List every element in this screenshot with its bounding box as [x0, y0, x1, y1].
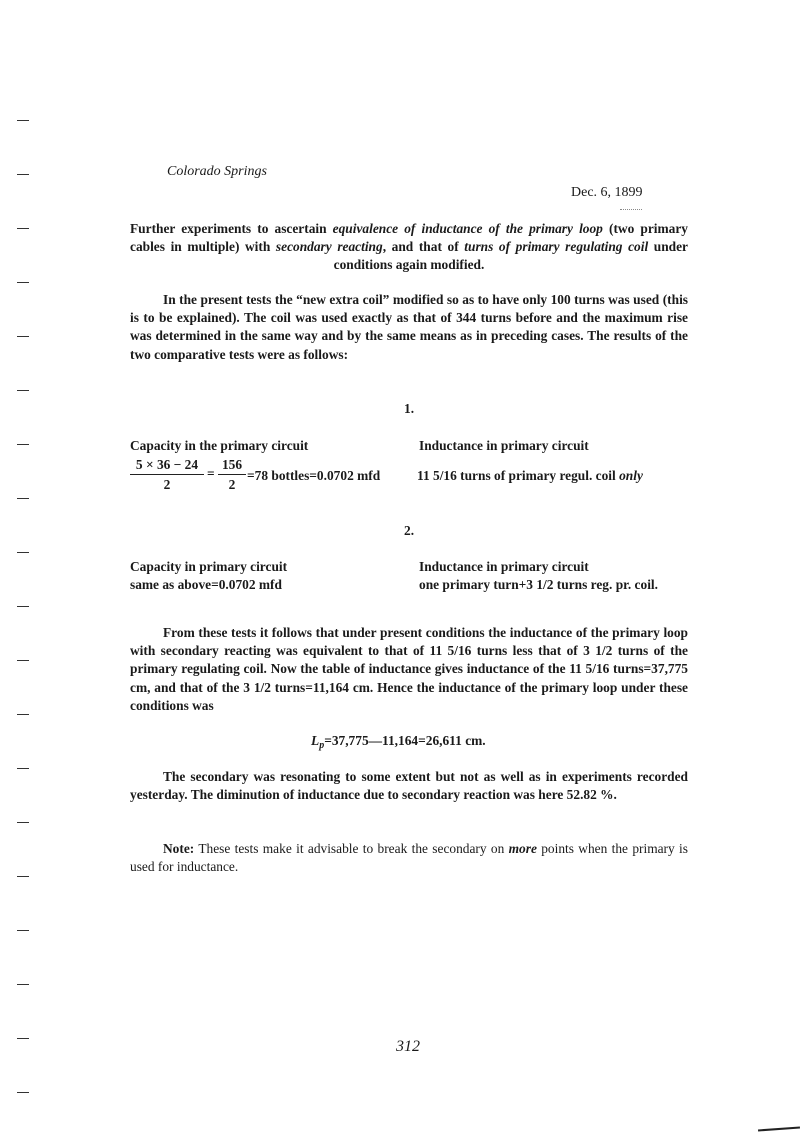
margin-tick: [17, 282, 29, 283]
margin-tick: [17, 174, 29, 175]
paragraph-resonance: The secondary was resonating to some extent but not as well as in experiments recorded yesterday. The diminution of inductance due to secondary reaction was here 52.82 %.: [130, 769, 688, 803]
test-2-number: 2.: [404, 523, 415, 538]
place-heading: Colorado Springs: [167, 164, 267, 179]
paragraph-intro: In the present tests the “new extra coil” modified so as to have only 100 turns was used (this is to be explained). The coil was used exactly as that of 344 turns before and the maximum rise was determined in the same way and by the same means as in preceding cases. The results of the two comparative tests were as follows:: [130, 292, 688, 362]
test-2-capacity-label: Capacity in primary circuit: [130, 559, 288, 574]
entry-title: Further experiments to ascertain equivalence of inductance of the primary loop (two primary cables in multiple) with secondary reacting, and that of turns of primary regulating coil under conditions again modified.: [130, 221, 689, 272]
margin-tick: [17, 930, 29, 931]
margin-tick: [17, 336, 29, 337]
margin-tick: [17, 822, 29, 823]
capacity-fraction-reduced: [218, 457, 246, 493]
fraction-numerator: 5 × 36 − 24: [130, 457, 204, 475]
margin-tick: [17, 1038, 29, 1039]
entry-date: Dec. 6, 1899: [571, 185, 643, 200]
margin-tick: [17, 876, 29, 877]
test-1-capacity-label: Capacity in the primary circuit: [130, 438, 309, 453]
capacity-fraction: [130, 457, 204, 493]
scan-edge-line: [758, 1127, 800, 1132]
test-2-inductance-value: one primary turn+3 1/2 turns reg. pr. coil.: [419, 577, 658, 592]
margin-tick: [17, 120, 29, 121]
test-1-inductance-value: 11 5/16 turns of primary regul. coil only: [417, 468, 643, 483]
test-1-capacity-value: =78 bottles=0.0702 mfd: [247, 468, 381, 483]
margin-tick: [17, 390, 29, 391]
test-1-inductance-label: Inductance in primary circuit: [419, 438, 589, 453]
paragraph-analysis: From these tests it follows that under present conditions the inductance of the primary loop with secondary reacting was equivalent to that of 11 5/16 turns less that of 3 1/2 turns of the primary regulating coil. Now the table of inductance gives inductance of the 11 5/16 turns=37,775 cm, and that of the 3 1/2 turns=11,164 cm. Hence the inductance of the primary loop under these conditions was: [130, 625, 688, 713]
test-1-number: 1.: [404, 401, 415, 416]
note-paragraph: Note: These tests make it advisable to break the secondary on more points when the primary is used for inductance.: [130, 841, 688, 875]
margin-tick: [17, 768, 29, 769]
fraction-denominator: 2: [163, 477, 171, 492]
scan-smudge: [620, 209, 642, 212]
fraction-denominator: 2: [228, 477, 236, 492]
margin-tick: [17, 498, 29, 499]
margin-tick: [17, 228, 29, 229]
margin-tick: [17, 606, 29, 607]
margin-tick: [17, 984, 29, 985]
fraction-numerator: 156: [218, 457, 246, 475]
margin-tick: [17, 714, 29, 715]
margin-tick: [17, 552, 29, 553]
inductance-formula: $L_p=37,775—11,164=26,611$ cm.: [311, 733, 486, 751]
test-2-inductance-label: Inductance in primary circuit: [419, 559, 589, 574]
page-number: 312: [396, 1038, 420, 1055]
fraction-equals: =: [207, 466, 215, 481]
margin-tick: [17, 444, 29, 445]
margin-tick: [17, 660, 29, 661]
test-2-capacity-value: same as above=0.0702 mfd: [130, 577, 282, 592]
margin-tick: [17, 1092, 29, 1093]
